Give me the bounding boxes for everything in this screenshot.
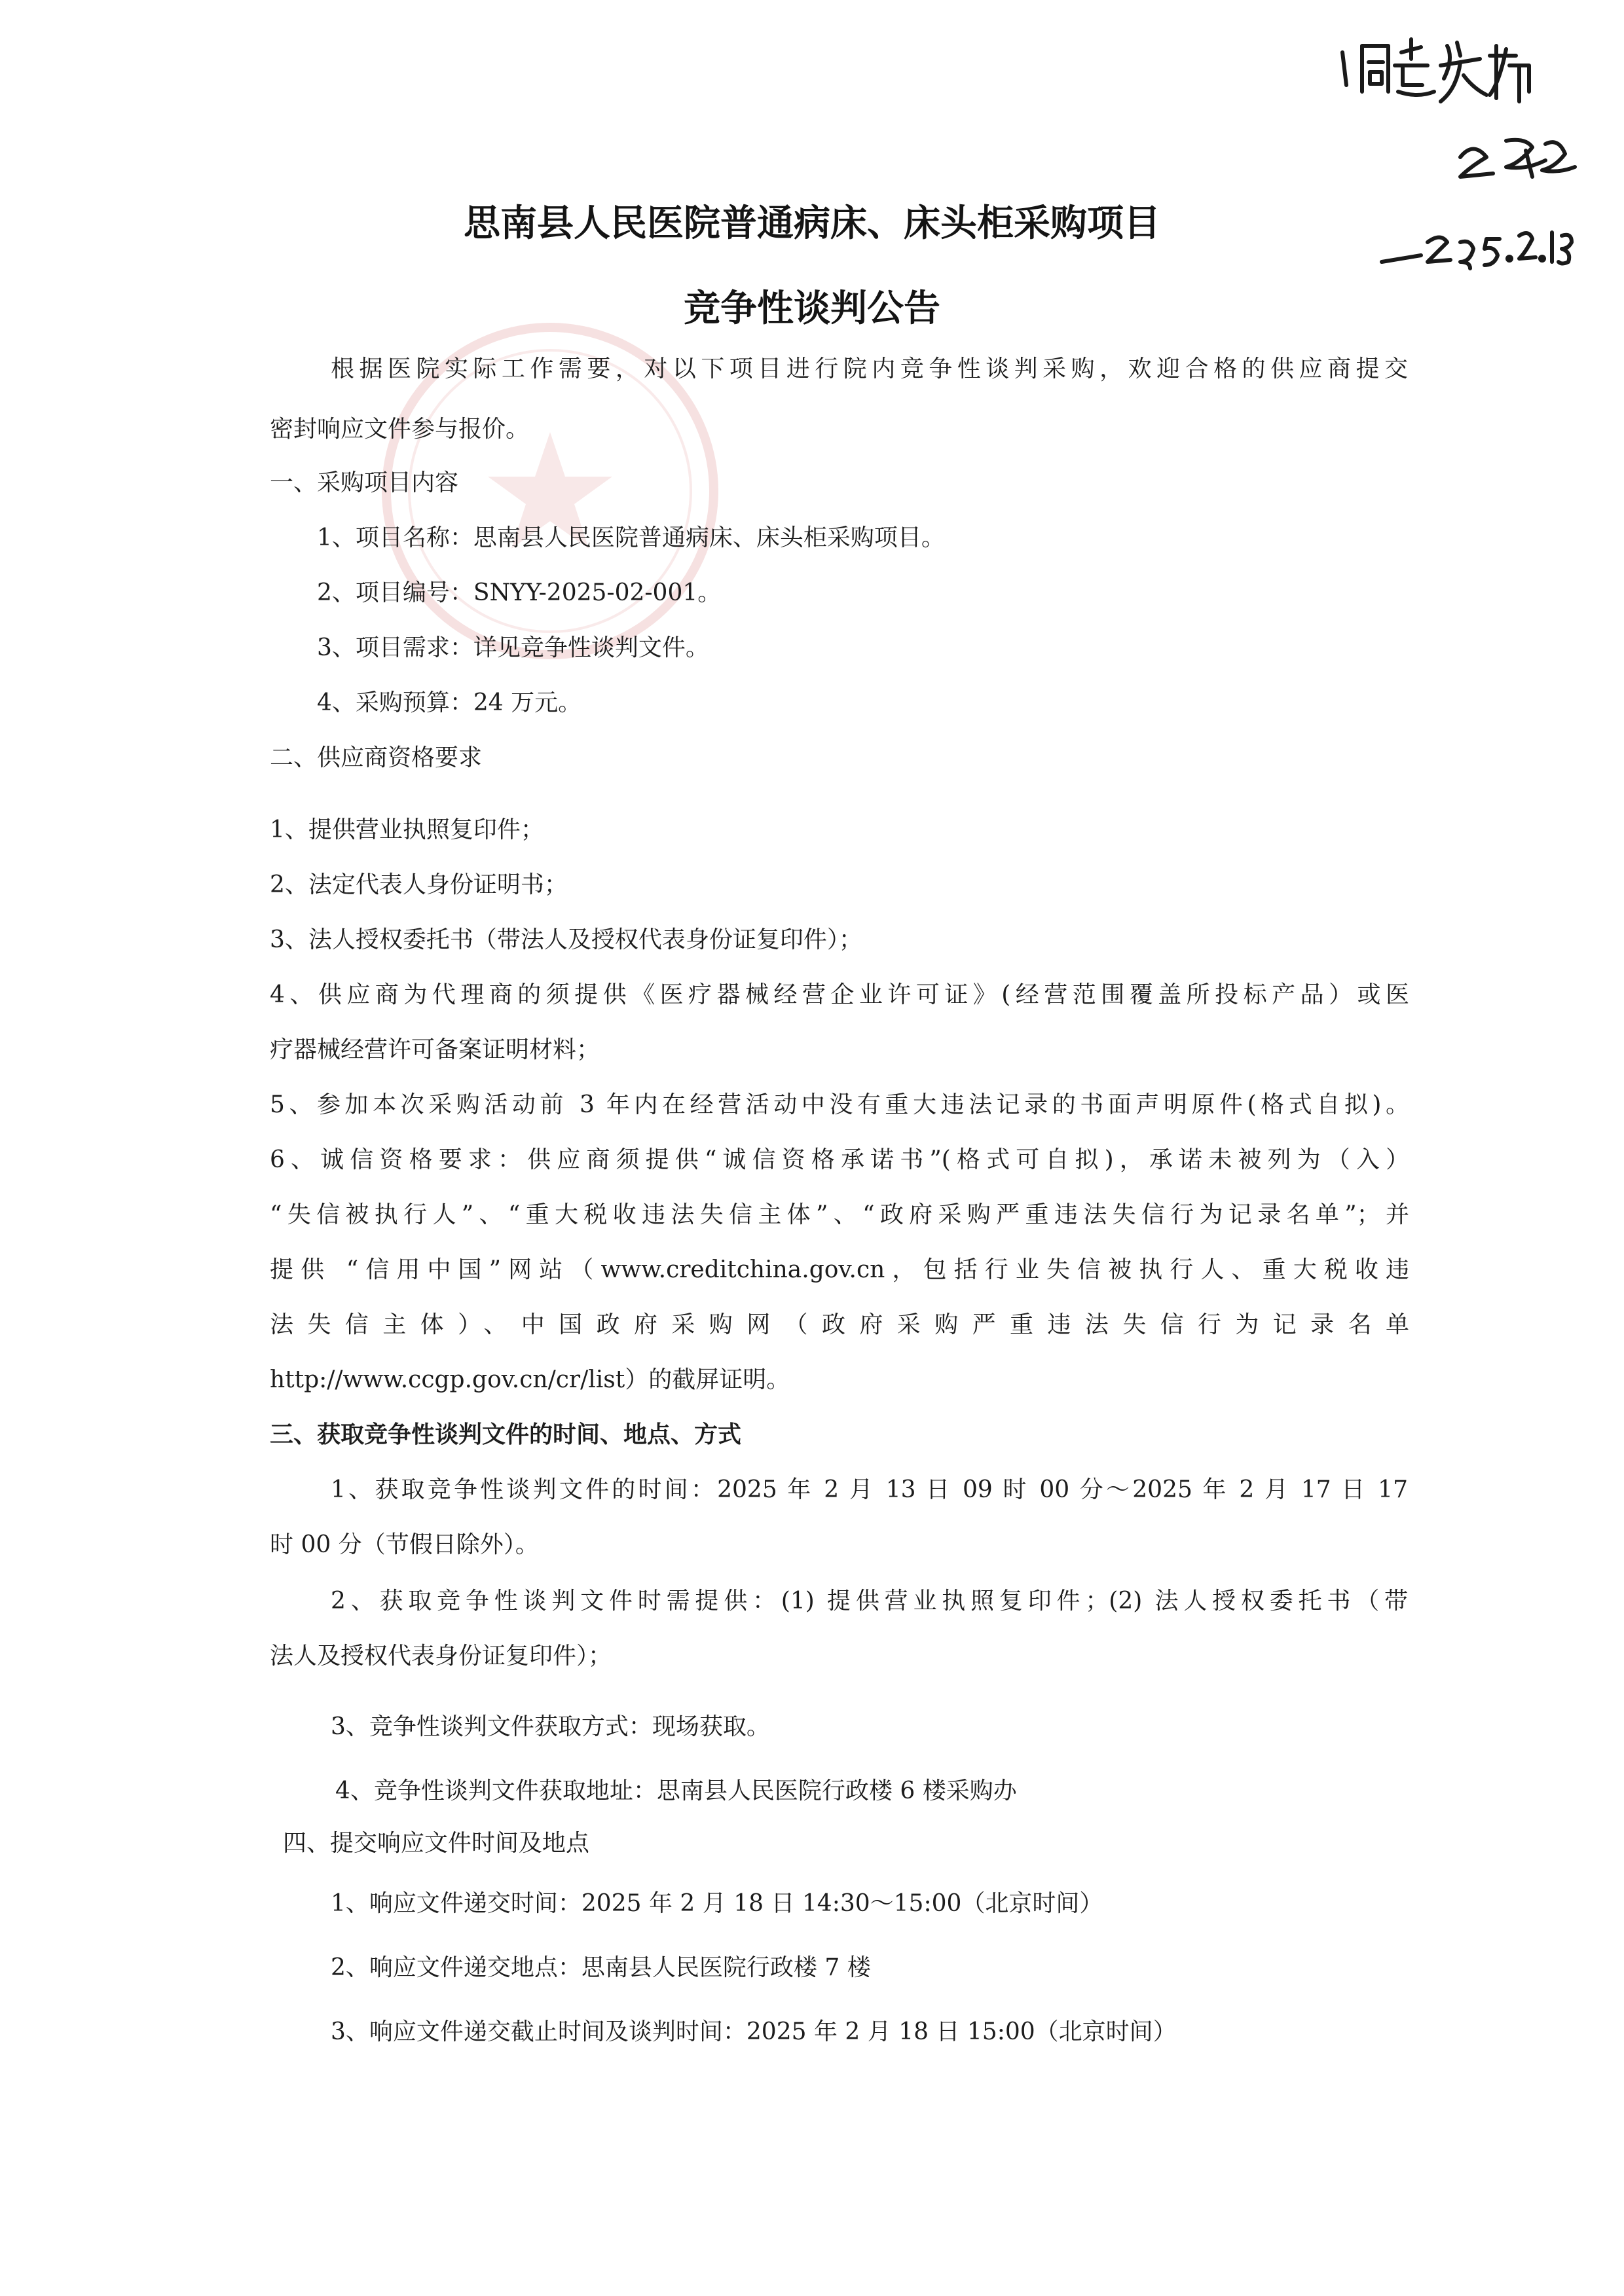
list-item: 2、获取竞争性谈判文件时需提供：(1) 提供营业执照复印件；(2) 法人授权委托书（带: [331, 1588, 1408, 1614]
list-item: 4、竞争性谈判文件获取地址：思南县人民医院行政楼 6 楼采购办: [335, 1777, 1017, 1804]
list-item: 6、诚信资格要求：供应商须提供“诚信资格承诺书”(格式可自拟)，承诺未被列为（入）: [270, 1146, 1409, 1173]
list-item: 1、项目名称：思南县人民医院普通病床、床头柜采购项目。: [317, 524, 945, 551]
list-item: 1、获取竞争性谈判文件的时间：2025 年 2 月 13 日 09 时 00 分～2025 年 2 月 17 日 17: [331, 1476, 1408, 1503]
list-item: 5、参加本次采购活动前 3 年内在经营活动中没有重大违法记录的书面声明原件(格式自拟)。: [270, 1091, 1409, 1118]
list-item: 4、供应商为代理商的须提供《医疗器械经营企业许可证》(经营范围覆盖所投标产品）或医: [270, 981, 1409, 1008]
list-item: 3、竞争性谈判文件获取方式：现场获取。: [331, 1713, 770, 1740]
list-item: 2、响应文件递交地点：思南县人民医院行政楼 7 楼: [331, 1954, 871, 1981]
list-item: 3、项目需求：详见竞争性谈判文件。: [317, 634, 709, 661]
list-item-continued: 疗器械经营许可备案证明材料；: [270, 1036, 600, 1063]
list-item-continued: 提供 “信用中国”网站（www.creditchina.gov.cn，包括行业失信被执行人、重大税收违: [270, 1256, 1409, 1283]
list-item: 2、法定代表人身份证明书；: [270, 871, 568, 898]
section-heading-supplier-requirements: 二、供应商资格要求: [270, 744, 483, 771]
list-item-continued: http://www.ccgp.gov.cn/cr/list）的截屏证明。: [270, 1366, 790, 1393]
document-subtitle: 竞争性谈判公告: [684, 287, 940, 330]
list-item: 2、项目编号：SNYY-2025-02-001。: [317, 579, 722, 606]
section-heading-obtain-documents: 三、获取竞争性谈判文件的时间、地点、方式: [270, 1421, 742, 1448]
list-item-continued: 时 00 分（节假日除外）。: [270, 1531, 539, 1558]
document-title: 思南县人民医院普通病床、床头柜采购项目: [464, 202, 1160, 245]
section-heading-procurement-content: 一、采购项目内容: [270, 469, 459, 496]
intro-line-2: 密封响应文件参与报价。: [270, 416, 530, 443]
list-item: 1、提供营业执照复印件；: [270, 816, 544, 843]
list-item: 3、响应文件递交截止时间及谈判时间：2025 年 2 月 18 日 15:00（北京时间）: [331, 2018, 1177, 2045]
list-item: 1、响应文件递交时间：2025 年 2 月 18 日 14:30～15:00（北京时间）: [331, 1890, 1103, 1917]
list-item-continued: 法失信主体）、中国政府采购网（政府采购严重违法失信行为记录名单: [270, 1311, 1409, 1338]
handwritten-approval: [1329, 26, 1591, 288]
list-item-continued: “失信被执行人”、“重大税收违法失信主体”、“政府采购严重违法失信行为记录名单”；并: [270, 1201, 1409, 1228]
section-heading-submission: 四、提交响应文件时间及地点: [283, 1830, 590, 1857]
list-item: 3、法人授权委托书（带法人及授权代表身份证复印件）；: [270, 926, 862, 953]
intro-line-1: 根据医院实际工作需要，对以下项目进行院内竞争性谈判采购，欢迎合格的供应商提交: [331, 355, 1408, 382]
list-item-continued: 法人及授权代表身份证复印件）；: [270, 1643, 612, 1669]
list-item: 4、采购预算：24 万元。: [317, 689, 582, 716]
